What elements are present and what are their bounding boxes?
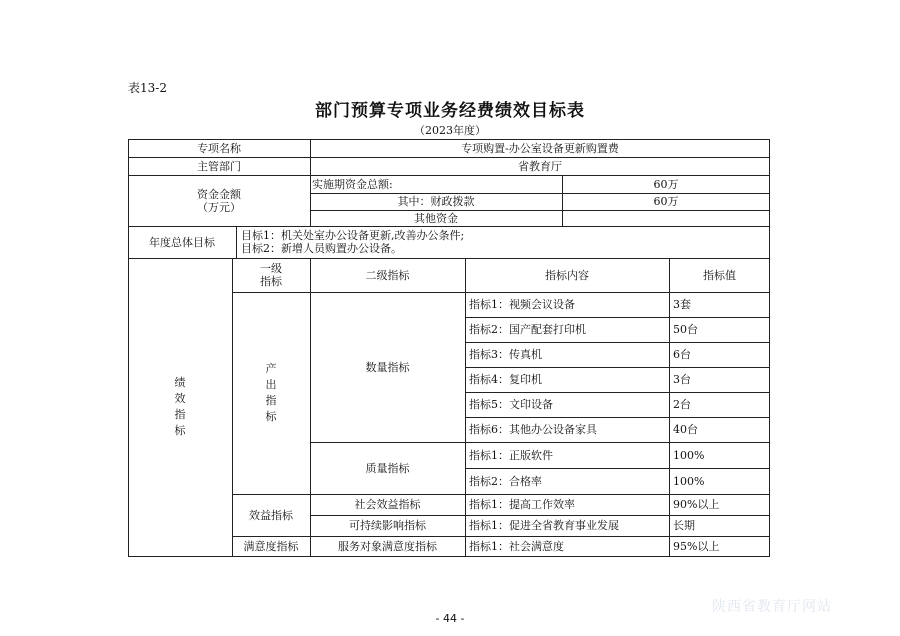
indicator-value: 3套	[673, 298, 691, 311]
table-label: 表13-2	[128, 81, 167, 95]
project-name-label: 专项名称	[197, 141, 241, 155]
indicator-value: 100%	[673, 448, 705, 462]
indicator-value: 50台	[673, 323, 698, 336]
header-level1: 一级 指标	[260, 262, 282, 288]
funds-other-label: 其他资金	[414, 211, 458, 225]
indicator-value: 6台	[673, 348, 691, 361]
indicator-value: 2台	[673, 398, 691, 411]
page-number: - 44 -	[435, 612, 465, 625]
dept-label: 主管部门	[197, 159, 241, 173]
indicator-content: 指标4：复印机	[469, 373, 542, 386]
goal-label: 年度总体目标	[149, 235, 215, 249]
satisfaction-label: 满意度指标	[243, 539, 299, 553]
funds-total-label: 实施期资金总额:	[312, 177, 393, 191]
indicator-content: 指标2：国产配套打印机	[469, 323, 586, 336]
funds-fiscal-label: 其中：财政拨款	[397, 195, 475, 208]
header-level2: 二级指标	[365, 268, 410, 282]
quantity-label: 数量指标	[365, 360, 410, 374]
indicator-value: 长期	[673, 519, 695, 532]
dept-value: 省教育厅	[518, 159, 562, 173]
benefit-label: 效益指标	[249, 508, 293, 522]
year-label: （2023年度）	[414, 124, 486, 137]
indicator-content: 指标1：社会满意度	[469, 539, 564, 553]
goal-text	[236, 226, 770, 258]
goal-2: 目标2：新增人员购置办公设备。	[241, 242, 402, 255]
funds-label: 资金金额 （万元）	[197, 187, 241, 214]
page-title: 部门预算专项业务经费绩效目标表	[315, 101, 585, 121]
indicator-content: 指标3：传真机	[469, 348, 542, 361]
header-value: 指标值	[703, 268, 736, 282]
indicator-content: 指标5：文印设备	[469, 398, 553, 411]
service-label: 服务对象满意度指标	[338, 539, 437, 553]
perf-label: 绩 效 指 标	[174, 376, 186, 437]
funds-other-value	[562, 210, 770, 226]
funds-total-value: 60万	[653, 177, 679, 191]
social-label: 社会效益指标	[354, 498, 421, 511]
goal-1: 目标1：机关处室办公设备更新,改善办公条件;	[241, 229, 465, 242]
funds-fiscal-value: 60万	[653, 195, 679, 208]
indicator-value: 90%以上	[673, 498, 720, 511]
indicator-content: 指标1：正版软件	[469, 448, 553, 462]
quality-label: 质量指标	[365, 461, 410, 475]
indicator-value: 95%以上	[673, 539, 720, 553]
watermark: 陕西省教育厅网站	[712, 599, 832, 615]
indicator-content: 指标1：提高工作效率	[469, 498, 575, 511]
indicator-value: 100%	[673, 474, 705, 488]
sustain-label: 可持续影响指标	[349, 519, 426, 532]
project-name-value: 专项购置-办公室设备更新购置费	[461, 141, 619, 155]
output-label: 产 出 指 标	[265, 362, 277, 423]
indicator-content: 指标2：合格率	[469, 474, 542, 488]
indicator-content: 指标6：其他办公设备家具	[469, 423, 597, 436]
indicator-content: 指标1：视频会议设备	[469, 298, 575, 311]
header-content: 指标内容	[545, 268, 589, 282]
indicator-content: 指标1：促进全省教育事业发展	[469, 519, 619, 532]
indicator-value: 3台	[673, 373, 691, 386]
indicator-value: 40台	[673, 423, 698, 436]
